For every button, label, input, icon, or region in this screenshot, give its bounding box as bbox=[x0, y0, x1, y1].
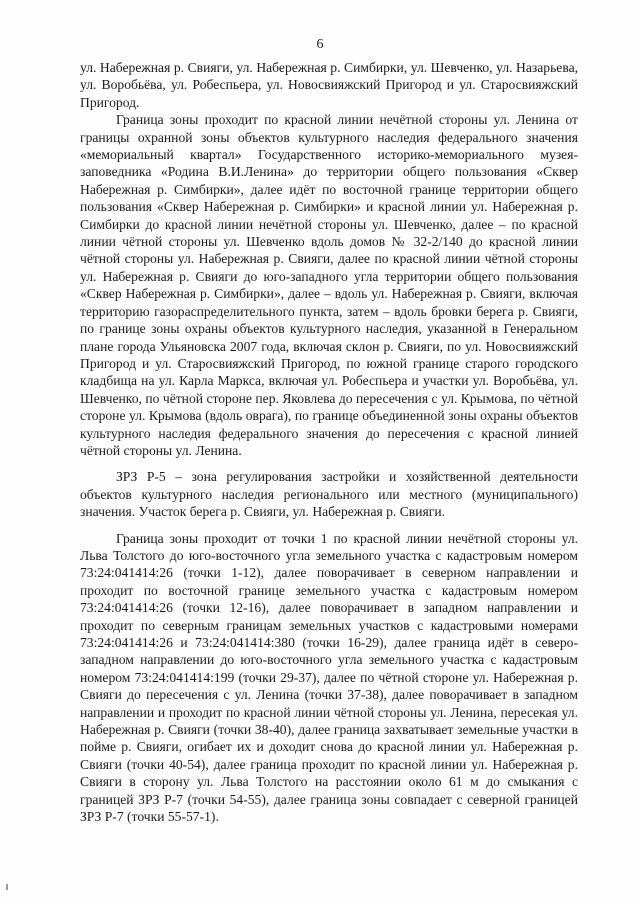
paragraph-continuation: ул. Набережная р. Свияги, ул. Набережная р. Симбирки, ул. Шевченко, ул. Назарьева, ул. Воробьёва, ул. Робеспьера, ул. Новосвияжский Пригород и ул. Старосвияжский Пригород. bbox=[80, 60, 578, 110]
scan-margin-mark bbox=[6, 884, 8, 890]
page-number: 6 bbox=[316, 37, 324, 52]
paragraph-zrz-r5-title: ЗРЗ Р-5 – зона регулирования застройки и хозяйственной деятельности объектов культурного наследия регионального или местного (муниципального) значения. Участок берега р. Свияги, ул. Набережная р. Свияги. bbox=[80, 469, 578, 520]
document-body bbox=[80, 59, 578, 825]
paragraph-zone-boundary: Граница зоны проходит по красной линии нечётной стороны ул. Ленина от границы охранной зоны объектов культурного наследия федерального значения «мемориальный квартал» Государственного историко-мемориального музея-заповедника «Родина В.И.Ленина» до территории общего пользования «Сквер Набережная р. Симбирки», далее идёт по восточной границе территории общего пользования «Сквер Набережная р. Симбирки» и красной линии ул. Набережная р. Симбирки до красной линии нечётной стороны ул. Шевченко, далее – по красной линии чётной стороны ул. Шевченко вдоль домов № 32-2/140 до красной линии чётной стороны ул. Набережная р. Свияги, далее по красной линии чётной стороны ул. Набережная р. Свияги до юго-западного угла территории общего пользования «Сквер Набережная р. Симбирки», далее – вдоль ул. Набережная р. Свияги, включая территорию газораспределительного пункта, затем – вдоль бровки берега р. Свияги, по границе зоны охраны объектов культурного наследия, указанной в Генеральном плане города Ульяновска 2007 года, включая склон р. Свияги, по ул. Новосвияжский Пригород и ул. Старосвияжский Пригород, по южной границе старого городского кладбища на ул. Карла Маркса, включая ул. Робеспьера и участки ул. Воробьёва, ул. Шевченко, по чётной стороне пер. Яковлева до пересечения с ул. Крымова, по чётной стороне ул. Крымова (вдоль оврага), по границе объединенной зоны охраны объектов культурного наследия федерального значения до пересечения с красной линией чётной стороны ул. Ленина. bbox=[80, 112, 578, 458]
paragraph-zrz-r5-boundary: Граница зоны проходит от точки 1 по красной линии нечётной стороны ул. Льва Толстого до юго-восточного угла земельного участка с кадастровым номером 73:24:041414:26 (точки 1-12), далее поворачивает в северном направлении и проходит по восточной границе земельного участка с кадастровым номером 73:24:041414:26 (точки 12-16), далее поворачивает в западном направлении и проходит по северным границам земельных участков с кадастровыми номерами 73:24:041414:26 и 73:24:041414:380 (точки 16-29), далее граница идёт в северо-западном направлении до юго-восточного угла земельного участка с кадастровым номером 73:24:041414:199 (точки 29-37), далее по чётной стороне ул. Набережная р. Свияги до пересечения с ул. Ленина (точки 37-38), далее поворачивает в западном направлении и проходит по красной линии чётной стороны ул. Ленина, пересекая ул. Набережная р. Свияги (точки 38-40), далее граница захватывает земельные участки в пойме р. Свияги, огибает их и доходит снова до красной линии ул. Набережная р. Свияги (точки 40-54), далее граница проходит по красной линии ул. Набережная р. Свияги в сторону ул. Льва Толстого на расстоянии около 61 м до смыкания с границей ЗРЗ Р-7 (точки 54-55), далее граница зоны совпадает с северной границей ЗРЗ Р-7 (точки 55-57-1). bbox=[80, 530, 578, 825]
